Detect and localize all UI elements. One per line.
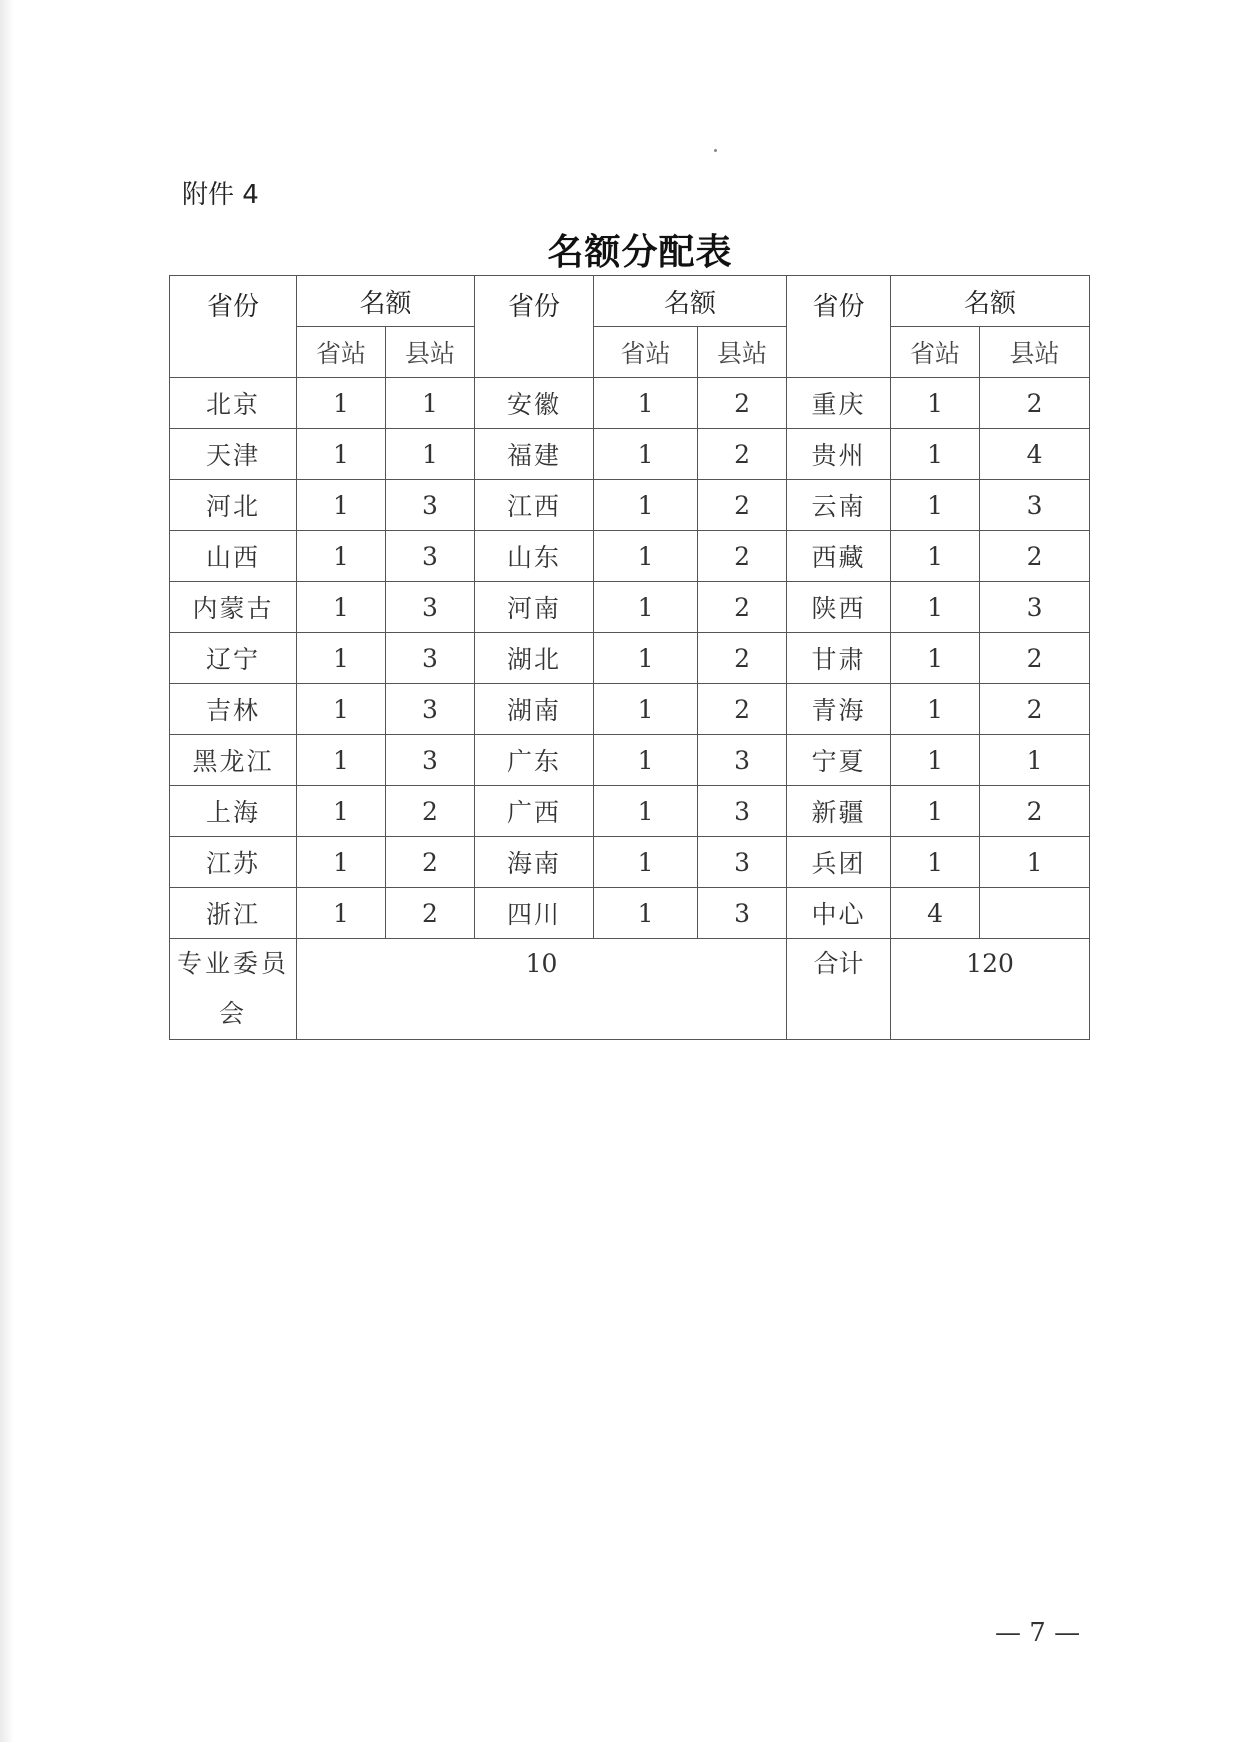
province-name: 浙江 xyxy=(170,888,297,939)
committee-label: 专业委员会 xyxy=(170,939,297,1040)
header-quota-2: 名额 xyxy=(594,276,787,327)
provincial-station-count: 4 xyxy=(891,888,980,939)
provincial-station-count: 1 xyxy=(594,429,698,480)
table-row xyxy=(170,480,1090,531)
province-name: 内蒙古 xyxy=(170,582,297,633)
total-label: 合计 xyxy=(787,939,891,1040)
county-station-count: 2 xyxy=(698,480,787,531)
provincial-station-count: 1 xyxy=(891,480,980,531)
province-name: 辽宁 xyxy=(170,633,297,684)
county-station-count: 3 xyxy=(980,582,1090,633)
attachment-label: 附件 4 xyxy=(182,180,259,210)
header-quota-3: 名额 xyxy=(891,276,1090,327)
table-row xyxy=(170,786,1090,837)
county-station-count: 3 xyxy=(980,480,1090,531)
header-province-3: 省份 xyxy=(787,276,891,378)
provincial-station-count: 1 xyxy=(297,786,386,837)
province-name: 西藏 xyxy=(787,531,891,582)
table-row xyxy=(170,633,1090,684)
county-station-count: 2 xyxy=(698,429,787,480)
provincial-station-count: 1 xyxy=(891,429,980,480)
provincial-station-count: 1 xyxy=(594,888,698,939)
table-row xyxy=(170,684,1090,735)
county-station-count: 3 xyxy=(698,888,787,939)
province-name: 河北 xyxy=(170,480,297,531)
province-name: 广西 xyxy=(475,786,594,837)
header-county-station-3: 县站 xyxy=(980,327,1090,378)
committee-value: 10 xyxy=(297,939,787,1040)
county-station-count: 2 xyxy=(698,684,787,735)
county-station-count: 2 xyxy=(698,378,787,429)
province-name: 黑龙江 xyxy=(170,735,297,786)
province-name: 宁夏 xyxy=(787,735,891,786)
total-value: 120 xyxy=(891,939,1090,1040)
provincial-station-count: 1 xyxy=(891,378,980,429)
county-station-count: 3 xyxy=(386,582,475,633)
table-row xyxy=(170,531,1090,582)
provincial-station-count: 1 xyxy=(297,684,386,735)
county-station-count: 3 xyxy=(386,735,475,786)
provincial-station-count: 1 xyxy=(594,837,698,888)
provincial-station-count: 1 xyxy=(594,633,698,684)
county-station-count: 2 xyxy=(386,786,475,837)
county-station-count: 2 xyxy=(980,531,1090,582)
province-name: 云南 xyxy=(787,480,891,531)
provincial-station-count: 1 xyxy=(297,837,386,888)
county-station-count: 2 xyxy=(386,888,475,939)
table-body xyxy=(170,378,1090,939)
county-station-count: 2 xyxy=(386,837,475,888)
header-county-station-1: 县站 xyxy=(386,327,475,378)
header-county-station-2: 县站 xyxy=(698,327,787,378)
province-name: 江西 xyxy=(475,480,594,531)
header-provincial-station-2: 省站 xyxy=(594,327,698,378)
provincial-station-count: 1 xyxy=(891,837,980,888)
province-name: 海南 xyxy=(475,837,594,888)
provincial-station-count: 1 xyxy=(297,735,386,786)
page-title: 名额分配表 xyxy=(547,232,733,273)
county-station-count: 2 xyxy=(698,582,787,633)
province-name: 河南 xyxy=(475,582,594,633)
header-province-2: 省份 xyxy=(475,276,594,378)
county-station-count: 2 xyxy=(698,531,787,582)
provincial-station-count: 1 xyxy=(297,480,386,531)
county-station-count: 3 xyxy=(386,684,475,735)
provincial-station-count: 1 xyxy=(891,531,980,582)
province-name: 贵州 xyxy=(787,429,891,480)
provincial-station-count: 1 xyxy=(594,531,698,582)
province-name: 中心 xyxy=(787,888,891,939)
county-station-count: 1 xyxy=(386,378,475,429)
province-name: 安徽 xyxy=(475,378,594,429)
county-station-count: 2 xyxy=(980,786,1090,837)
province-name: 新疆 xyxy=(787,786,891,837)
province-name: 陕西 xyxy=(787,582,891,633)
county-station-count: 1 xyxy=(980,837,1090,888)
county-station-count: 4 xyxy=(980,429,1090,480)
provincial-station-count: 1 xyxy=(891,633,980,684)
county-station-count: 2 xyxy=(698,633,787,684)
provincial-station-count: 1 xyxy=(297,888,386,939)
table-row xyxy=(170,888,1090,939)
header-province-1: 省份 xyxy=(170,276,297,378)
province-name: 江苏 xyxy=(170,837,297,888)
county-station-count: 3 xyxy=(386,531,475,582)
table-row xyxy=(170,582,1090,633)
province-name: 天津 xyxy=(170,429,297,480)
provincial-station-count: 1 xyxy=(297,429,386,480)
provincial-station-count: 1 xyxy=(594,684,698,735)
county-station-count: 3 xyxy=(386,633,475,684)
provincial-station-count: 1 xyxy=(594,582,698,633)
county-station-count: 3 xyxy=(386,480,475,531)
header-provincial-station-3: 省站 xyxy=(891,327,980,378)
table-row xyxy=(170,429,1090,480)
table-row xyxy=(170,735,1090,786)
table-row xyxy=(170,378,1090,429)
scan-speck xyxy=(714,149,717,152)
provincial-station-count: 1 xyxy=(891,735,980,786)
quota-allocation-table xyxy=(169,275,1090,1040)
provincial-station-count: 1 xyxy=(297,582,386,633)
province-name: 广东 xyxy=(475,735,594,786)
provincial-station-count: 1 xyxy=(594,786,698,837)
provincial-station-count: 1 xyxy=(297,633,386,684)
county-station-count: 3 xyxy=(698,786,787,837)
province-name: 湖南 xyxy=(475,684,594,735)
province-name: 山东 xyxy=(475,531,594,582)
provincial-station-count: 1 xyxy=(594,480,698,531)
county-station-count: 3 xyxy=(698,735,787,786)
header-provincial-station-1: 省站 xyxy=(297,327,386,378)
county-station-count xyxy=(980,888,1090,939)
province-name: 湖北 xyxy=(475,633,594,684)
province-name: 山西 xyxy=(170,531,297,582)
county-station-count: 3 xyxy=(698,837,787,888)
table-row xyxy=(170,837,1090,888)
province-name: 重庆 xyxy=(787,378,891,429)
province-name: 吉林 xyxy=(170,684,297,735)
county-station-count: 1 xyxy=(386,429,475,480)
province-name: 福建 xyxy=(475,429,594,480)
county-station-count: 2 xyxy=(980,633,1090,684)
provincial-station-count: 1 xyxy=(891,582,980,633)
province-name: 四川 xyxy=(475,888,594,939)
province-name: 甘肃 xyxy=(787,633,891,684)
county-station-count: 1 xyxy=(980,735,1090,786)
province-name: 北京 xyxy=(170,378,297,429)
county-station-count: 2 xyxy=(980,378,1090,429)
provincial-station-count: 1 xyxy=(297,378,386,429)
province-name: 青海 xyxy=(787,684,891,735)
provincial-station-count: 1 xyxy=(891,684,980,735)
provincial-station-count: 1 xyxy=(594,735,698,786)
province-name: 兵团 xyxy=(787,837,891,888)
page-number: — 7 — xyxy=(995,1618,1081,1648)
provincial-station-count: 1 xyxy=(891,786,980,837)
header-quota-1: 名额 xyxy=(297,276,475,327)
province-name: 上海 xyxy=(170,786,297,837)
provincial-station-count: 1 xyxy=(297,531,386,582)
county-station-count: 2 xyxy=(980,684,1090,735)
provincial-station-count: 1 xyxy=(594,378,698,429)
